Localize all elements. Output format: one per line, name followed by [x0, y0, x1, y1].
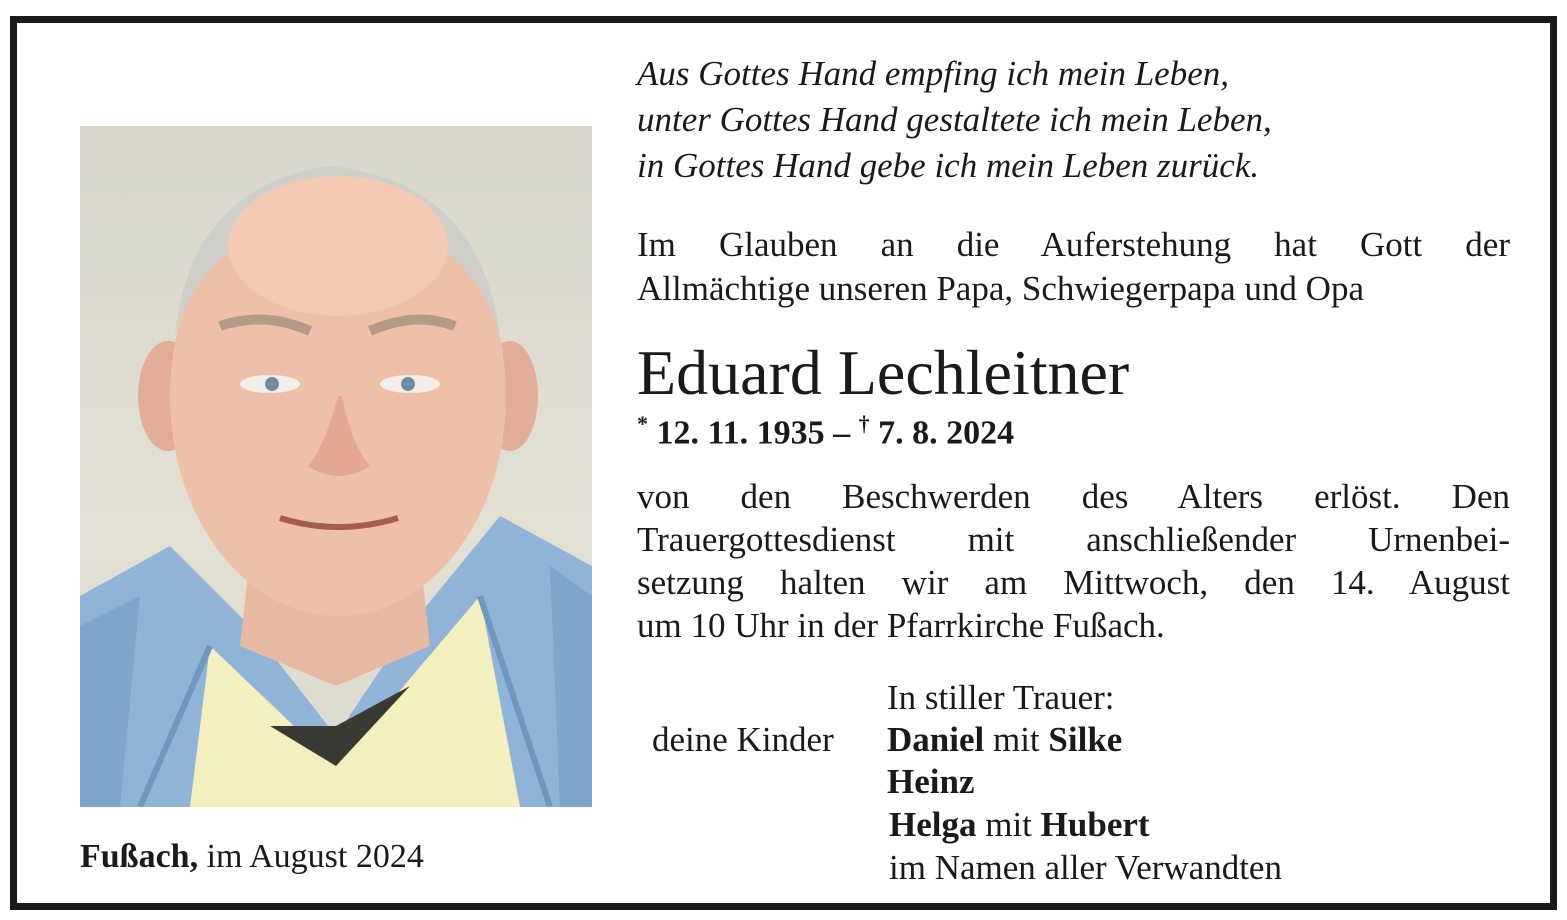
mourner-name: Daniel: [887, 720, 985, 759]
verse-line: unter Gottes Hand gestaltete ich mein Leben,: [637, 100, 1272, 139]
mourner-name: Helga: [889, 805, 977, 844]
intro-line: Allmächtige unseren Papa, Schwiegerpapa und Opa: [637, 269, 1364, 308]
place-date-line: [80, 838, 424, 876]
mourner-name: Hubert: [1040, 805, 1150, 844]
mit-text: mit: [992, 720, 1040, 759]
mourner-line: [887, 720, 1122, 760]
mourner-line: [889, 805, 1150, 845]
place-date: im August 2024: [206, 838, 424, 875]
announcement-line: setzung halten wir am Mittwoch, den 14. August: [637, 563, 1510, 602]
announcement-line: Trauergottesdienst mit anschließender Urnenbei-: [637, 520, 1510, 559]
place-town: Fußach,: [80, 838, 199, 875]
birth-date: 12. 11. 1935: [656, 414, 825, 452]
mourners-closing: im Namen aller Verwandten: [889, 848, 1282, 887]
intro-line: Im Glauben an die Auferstehung hat Gott der: [637, 225, 1510, 264]
mourner-name: Silke: [1048, 720, 1123, 759]
mourner-name: Heinz: [887, 762, 975, 801]
portrait-photo: [80, 126, 592, 807]
born-symbol: *: [637, 411, 648, 436]
verse-line: Aus Gottes Hand empfing ich mein Leben,: [637, 54, 1229, 93]
mourners-heading: In stiller Trauer:: [887, 678, 1115, 717]
mourner-line: [887, 762, 974, 802]
intro-text: [637, 223, 1510, 311]
date-separator: –: [824, 414, 859, 452]
announcement-text: [637, 475, 1510, 647]
verse: [637, 51, 1517, 189]
life-dates: [637, 411, 1014, 452]
announcement-line: um 10 Uhr in der Pfarrkirche Fußach.: [637, 606, 1165, 645]
death-date: 7. 8. 2024: [878, 414, 1015, 452]
announcement-line: von den Beschwerden des Alters erlöst. Den: [637, 477, 1510, 516]
kids-label: deine Kinder: [652, 720, 834, 759]
mit-text: mit: [985, 805, 1032, 844]
obituary-frame: [10, 16, 1557, 910]
deceased-name: Eduard Lechleitner: [637, 337, 1130, 408]
verse-line: in Gottes Hand gebe ich mein Leben zurück.: [637, 146, 1260, 185]
died-symbol: †: [858, 411, 870, 436]
